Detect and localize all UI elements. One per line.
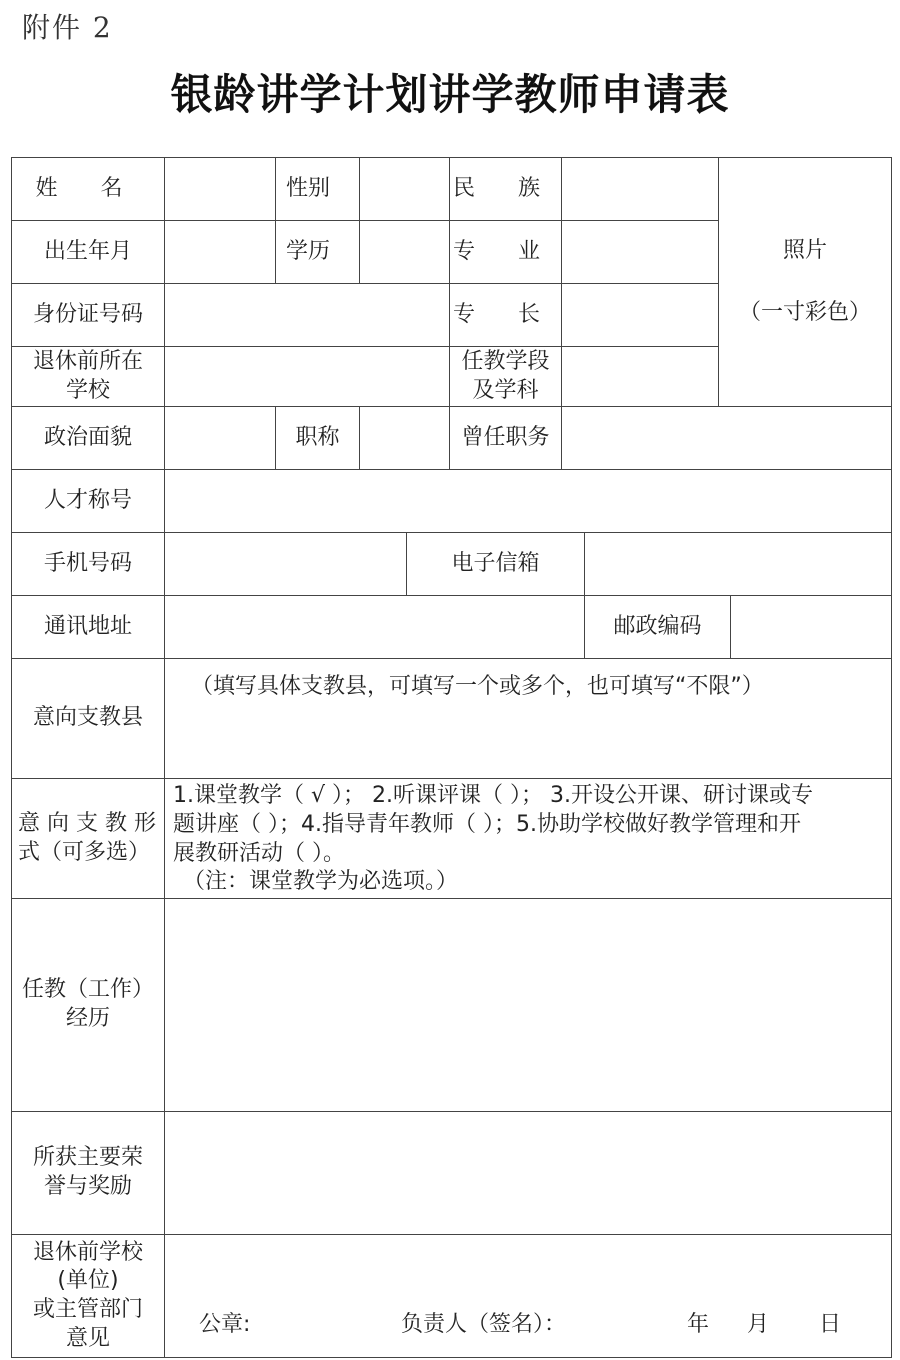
specialty-field[interactable] bbox=[562, 284, 719, 347]
label-id-number: 身份证号码 bbox=[12, 284, 165, 347]
label-mobile: 手机号码 bbox=[12, 533, 165, 596]
id-number-field[interactable] bbox=[165, 284, 450, 347]
label-talent-title: 人才称号 bbox=[12, 470, 165, 533]
label-county: 意向支教县 bbox=[12, 659, 165, 779]
seal-label: 公章: bbox=[199, 1312, 251, 1337]
forms-options[interactable] bbox=[165, 779, 892, 899]
label-title-rank: 职称 bbox=[276, 407, 360, 470]
table-row bbox=[12, 1235, 892, 1358]
former-position-field[interactable] bbox=[562, 407, 892, 470]
photo-box[interactable] bbox=[719, 158, 892, 407]
label-ethnicity: 民 族 bbox=[450, 158, 562, 221]
political-field[interactable] bbox=[165, 407, 276, 470]
label-major: 专 业 bbox=[450, 221, 562, 284]
forms-line-1: 1.课堂教学（ √ ）； 2.听课评课（ ）； 3.开设公开课、研讨课或专 bbox=[173, 783, 813, 809]
label-teaching-stage: 任教学段 及学科 bbox=[450, 347, 562, 407]
address-field[interactable] bbox=[165, 596, 585, 659]
experience-field[interactable] bbox=[165, 899, 892, 1112]
day-label: 日 bbox=[819, 1312, 842, 1337]
form-title: 银龄讲学计划讲学教师申请表 bbox=[170, 70, 730, 119]
gender-field[interactable] bbox=[360, 158, 450, 221]
forms-note: （注：课堂教学为必选项。） bbox=[183, 869, 459, 895]
mobile-field[interactable] bbox=[165, 533, 407, 596]
label-honors: 所获主要荣 誉与奖励 bbox=[12, 1112, 165, 1235]
responsible-person-label: 负责人（签名）： bbox=[401, 1312, 567, 1337]
photo-note: （一寸彩色） bbox=[739, 300, 872, 325]
table-row bbox=[12, 596, 892, 659]
major-field[interactable] bbox=[562, 221, 719, 284]
table-row bbox=[12, 779, 892, 899]
teaching-stage-field[interactable] bbox=[562, 347, 719, 407]
label-forms: 意 向 支 教 形 式（可多选） bbox=[12, 779, 165, 899]
forms-line-2: 题讲座（ ）；4.指导青年教师（ ）；5.协助学校做好教学管理和开 bbox=[173, 811, 801, 837]
county-field[interactable] bbox=[165, 659, 892, 779]
ethnicity-field[interactable] bbox=[562, 158, 719, 221]
birth-field[interactable] bbox=[165, 221, 276, 284]
honors-field[interactable] bbox=[165, 1112, 892, 1235]
label-specialty: 专 长 bbox=[450, 284, 562, 347]
label-gender: 性别 bbox=[276, 158, 360, 221]
table-row bbox=[12, 470, 892, 533]
signature-line bbox=[165, 1307, 891, 1347]
table-row bbox=[12, 1112, 892, 1235]
label-birth: 出生年月 bbox=[12, 221, 165, 284]
postcode-field[interactable] bbox=[731, 596, 892, 659]
education-field[interactable] bbox=[360, 221, 450, 284]
label-former-position: 曾任职务 bbox=[450, 407, 562, 470]
photo-label: 照片 bbox=[783, 238, 828, 263]
forms-line-3: 展教研活动（ ）。 bbox=[173, 840, 345, 866]
application-form-table bbox=[11, 157, 892, 1358]
talent-title-field[interactable] bbox=[165, 470, 892, 533]
table-row bbox=[12, 533, 892, 596]
label-education: 学历 bbox=[276, 221, 360, 284]
label-name: 姓 名 bbox=[12, 158, 165, 221]
label-email: 电子信箱 bbox=[407, 533, 585, 596]
label-postcode: 邮政编码 bbox=[585, 596, 731, 659]
table-row bbox=[12, 659, 892, 779]
label-address: 通讯地址 bbox=[12, 596, 165, 659]
year-label: 年 bbox=[687, 1312, 710, 1337]
table-row bbox=[12, 407, 892, 470]
table-row bbox=[12, 899, 892, 1112]
county-note: （填写具体支教县，可填写一个或多个，也可填写“不限”） bbox=[191, 674, 764, 699]
table-row bbox=[12, 158, 892, 221]
name-field[interactable] bbox=[165, 158, 276, 221]
label-opinion: 退休前学校 (单位) 或主管部门 意见 bbox=[12, 1235, 165, 1358]
month-label: 月 bbox=[747, 1312, 770, 1337]
label-political: 政治面貌 bbox=[12, 407, 165, 470]
label-school-before-retire: 退休前所在 学校 bbox=[12, 347, 165, 407]
school-before-retire-field[interactable] bbox=[165, 347, 450, 407]
email-field[interactable] bbox=[585, 533, 892, 596]
attachment-label: 附件 2 bbox=[22, 11, 113, 44]
title-rank-field[interactable] bbox=[360, 407, 450, 470]
label-experience: 任教（工作） 经历 bbox=[12, 899, 165, 1112]
opinion-field[interactable] bbox=[165, 1235, 892, 1358]
